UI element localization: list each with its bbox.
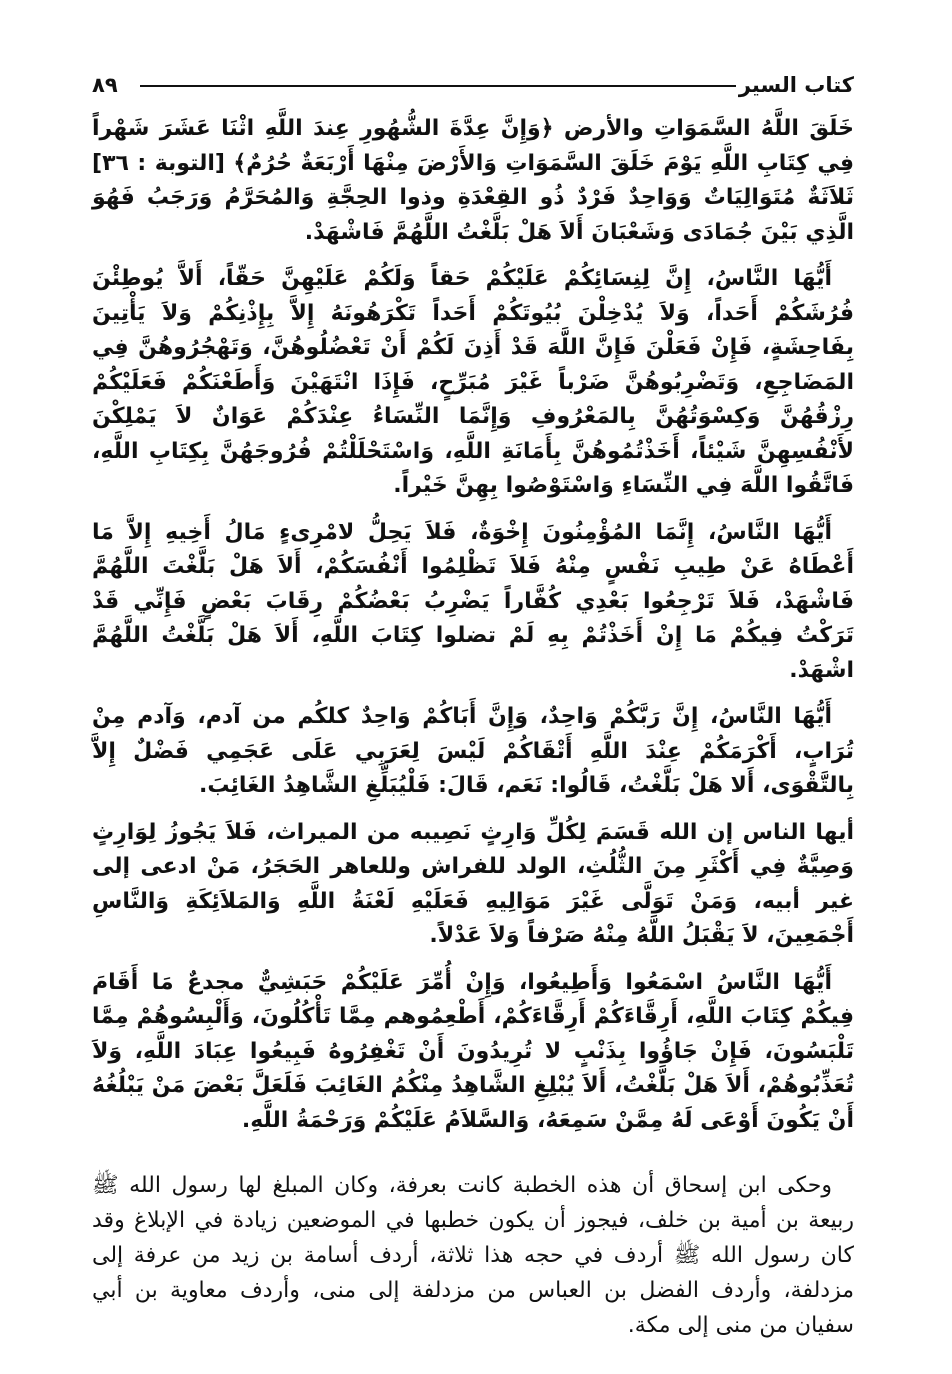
paragraph-2: أَيُّهَا النَّاسُ، إِنَّ لِنِسَائِكُمْ عَلَيْكُمْ حَقاً وَلَكُمْ عَلَيْهِنَّ حَقّاً، أَلاَّ يُوطِئْنَ فُرُشَكُمْ أَحَداً، وَلاَ يُدْخِلْنَ بُيُوتَكُمْ أَحَداً تَكْرَهُونَهُ إِلاَّ بِإِذْنِكُمْ وَلاَ يَأْتِينَ بِفَاحِشَةٍ، فَإِنْ فَعَلْنَ فَإِنَّ اللَّهَ قَدْ أَذِنَ لَكُمْ أَنْ تَعْضُلُوهُنَّ، وَتَهْجُرُوهُنَّ فِي المَضَاجِعِ، وَتَضْرِبُوهُنَّ ضَرْباً غَيْرَ مُبَرِّحٍ، فَإِذَا انْتَهَيْنَ وَأَطَعْنَكُمْ فَعَلَيْكُمْ رِزْقُهُنَّ وَكِسْوَتُهُنَّ بِالمَعْرُوفِ وَإِنَّمَا النِّسَاءُ عِنْدَكُمْ عَوَانٌ لاَ يَمْلِكْنَ لأَنْفُسِهِنَّ شَيْئاً، أَخَذْتُمُوهُنَّ بِأَمَانَةِ اللَّهِ، وَاسْتَحْلَلْتُمْ فُرُوجَهُنَّ بِكِتَابِ اللَّهِ، فَاتَّقُوا اللَّهَ فِي النِّسَاءِ وَاسْتَوْصُوا بِهِنَّ خَيْراً. [92,266,854,498]
paragraph-spacer [92,1150,854,1168]
header-rule [140,85,736,87]
paragraph-1: خَلَقَ اللَّهُ السَّمَوَاتِ والأرض ﴿وَإِنَّ عِدَّةَ الشُّهُورِ عِندَ اللَّهِ اثْنَا عَشَرَ شَهْراً فِي كِتَابِ اللَّهِ يَوْمَ خَلَقَ السَّمَوَاتِ وَالأَرْضَ مِنْهَا أَرْبَعَةٌ حُرُمٌ﴾ [التوبة : ٣٦] ثَلاَثَةٌ مُتَوَالِيَاتٌ وَوَاحِدٌ فَرْدٌ ذُو القِعْدَةِ وذوا الحِجَّةِ وَالمُحَرَّمُ وَرَجَبُ فَهُوَ الَّذِي بَيْنَ جُمَادَى وَشَعْبَانَ أَلاَ هَلْ بَلَّغْتُ اللَّهُمَّ فَاشْهَدْ. [92,116,854,245]
page-body [92,112,854,1355]
paragraph-7: وحكى ابن إسحاق أن هذه الخطبة كانت بعرفة، وكان المبلغ لها رسول الله ﷺ ربيعة بن أمية بن خلف، فيجوز أن يكون خطبها في الموضعين زيادة في الإبلاغ وقد كان رسول الله ﷺ أردف في حجه هذا ثلاثة، أردف أسامة بن زيد من عرفة إلى مزدلفة، وأردف الفضل بن العباس من مزدلفة إلى منى، وأردف معاوية بن أبي سفيان من منى إلى مكة. [92,1173,854,1338]
page-number: ٨٩ [92,73,118,97]
paragraph-3: أَيُّهَا النَّاسُ، إِنَّمَا المُؤْمِنُونَ إِخْوَةٌ، فَلاَ يَحِلُّ لامْرِىءٍ مَالُ أَخِيهِ إِلاَّ مَا أَعْطَاهُ عَنْ طِيبِ نَفْسٍ مِنْهُ فَلاَ تَظْلِمُوا أَنْفُسَكُمْ، أَلاَ هَلْ بَلَّغْتَ اللَّهُمَّ فَاشْهَدْ، فَلاَ تَرْجِعُوا بَعْدِي كُفَّاراً يَضْرِبُ بَعْضُكُمْ رِقَابَ بَعْضٍ فَإِنِّي قَدْ تَرَكْتُ فِيكُمْ مَا إِنْ أَخَذْتُمْ بِهِ لَمْ تضلوا كِتَابَ اللَّهِ، أَلاَ هَلْ بَلَّغْتُ اللَّهُمَّ اشْهَدْ. [92,519,854,683]
running-header [92,70,854,100]
paragraph-5: أيها الناس إن الله قَسَمَ لِكُلِّ وَارِثٍ نَصِيبه من الميراث، فَلاَ يَجُوزُ لِوَارِثٍ وَصِيَّةٌ فِي أَكْثَرِ مِنَ الثُّلُثِ، الولد للفراش وللعاهر الحَجَرُ، مَنْ ادعى إلى غير أبيه، وَمَنْ تَوَلَّى غَيْرَ مَوَالِيهِ فَعَلَيْهِ لَعْنَةُ اللَّهِ وَالمَلاَئِكَةِ وَالنَّاسِ أَجْمَعِينَ، لاَ يَقْبَلُ اللَّهُ مِنْهُ صَرْفاً وَلاَ عَدْلاً. [92,819,854,948]
paragraph-4: أَيُّهَا النَّاسُ، إِنَّ رَبَّكُمْ وَاحِدٌ، وَإِنَّ أَبَاكُمْ وَاحِدٌ كلكُم من آدم، وَآدم مِنْ تُرَابٍ، أَكْرَمَكُمْ عِنْدَ اللَّهِ أَتْقَاكُمْ لَيْسَ لِعَرَبِي عَلَى عَجَمِي فَضْلٌ إِلاَّ بِالتَّقْوَى، أَلا هَلْ بَلَّغْتُ، قَالُوا: نَعَم، قَالَ: فَلْيُبَلِّغِ الشَّاهِدُ الغَائِبَ. [92,704,854,798]
paragraph-6: أَيُّهَا النَّاسُ اسْمَعُوا وَأَطِيعُوا، وَإِنْ أُمِّرَ عَلَيْكُمْ حَبَشِيٌّ مجدعٌ مَا أَقَامَ فِيكُمْ كِتَابَ اللَّهِ، أَرِقَّاءَكُمْ أَرِقَّاءَكُمْ، أَطْعِمُوهم مِمَّا تَأْكُلُونَ، وَأَلْبِسُوهُمْ مِمَّا تَلْبَسُونَ، فَإِنْ جَاؤُوا بِذَنْبٍ لا تُرِيدُونَ أَنْ تَغْفِرُوهُ فَبِيعُوا عِبَادَ اللَّهِ، وَلاَ تُعَذِّبُوهُمْ، أَلاَ هَلْ بَلَّغْتُ، أَلاَ يُبْلِغِ الشَّاهِدُ مِنْكُمُ الغَائِبَ فَلَعَلَّ بَعْضَ مَنْ يَبْلُغُهُ أَنْ يَكُونَ أَوْعَى لَهُ مِمَّنْ سَمِعَهُ، وَالسَّلاَمُ عَلَيْكُمْ وَرَحْمَةُ اللَّهِ. [92,969,854,1133]
chapter-title: كتاب السير [731,70,854,100]
